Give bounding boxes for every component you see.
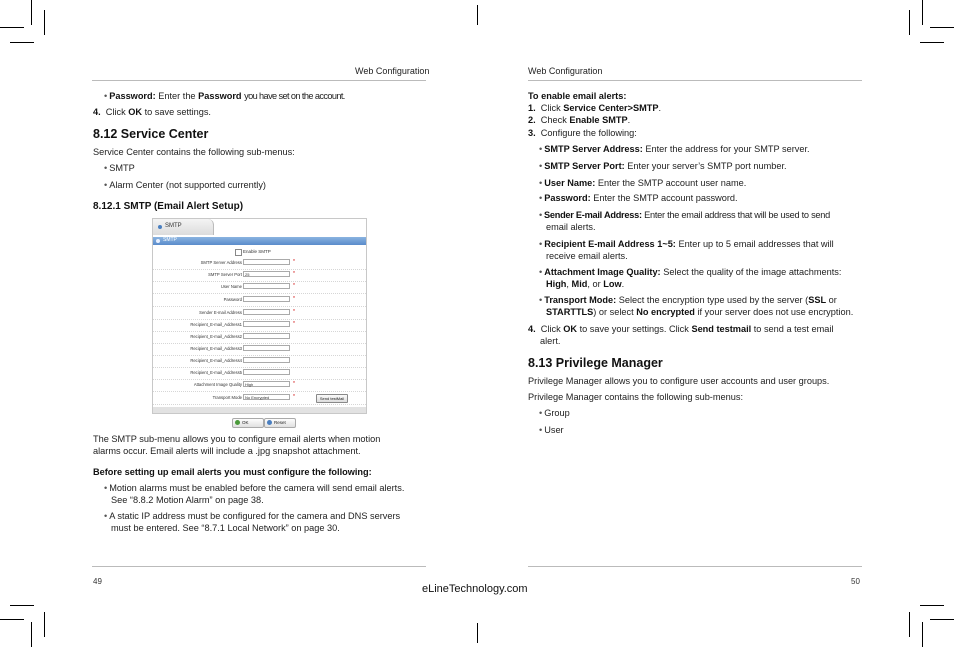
to-enable-title: To enable email alerts: xyxy=(528,91,627,101)
config-item-transport-mode-cont: STARTTLS) or select No encrypted if your server does not use encryption. xyxy=(546,307,854,317)
reset-button: Reset xyxy=(264,418,296,428)
config-item-recipients: • Recipient E-mail Address 1~5: Enter up to 5 email addresses that will xyxy=(539,239,834,249)
left-running-header: Web Configuration xyxy=(355,66,430,76)
figure-bottom-bar xyxy=(153,407,366,413)
left-header-rule xyxy=(92,80,426,81)
config-item-server-port: • SMTP Server Port: Enter your server’s SMTP port number. xyxy=(539,161,787,171)
field-row: Recipient_E-mail_Address2 xyxy=(153,331,366,344)
field-row: Sender E-mail Address * xyxy=(153,307,366,320)
field-row: Attachment Image Quality High * xyxy=(153,379,366,392)
before-item-1: • Motion alarms must be enabled before the camera will send email alerts. xyxy=(104,483,405,493)
field-row: SMTP Server Address * xyxy=(153,257,366,270)
right-step-3: 3. Configure the following: xyxy=(528,128,637,138)
submenu-alarm-center: • Alarm Center (not supported currently) xyxy=(104,180,266,190)
ok-button: OK xyxy=(232,418,264,428)
before-item-2: • A static IP address must be configured for the camera and DNS servers xyxy=(104,511,401,521)
field-row: Password * xyxy=(153,294,366,307)
enable-smtp-label: Enable SMTP xyxy=(243,249,271,254)
section-title-privilege-manager: 8.13 Privilege Manager xyxy=(528,356,663,370)
right-step-4: 4. Click OK to save your settings. Click Send testmail to send a test email xyxy=(528,324,834,334)
subsection-title-smtp: 8.12.1 SMTP (Email Alert Setup) xyxy=(93,201,244,212)
right-step-2: 2. Check Enable SMTP. xyxy=(528,115,631,125)
config-item-transport-mode: • Transport Mode: Select the encryption type used by the server (SSL or xyxy=(539,295,837,305)
right-step-4-cont: alert. xyxy=(540,336,561,346)
password-bullet: • Password: Enter the Password you have set on the account. xyxy=(104,91,345,101)
config-item-password: • Password: Enter the SMTP account password. xyxy=(539,193,738,203)
config-item-attachment-quality: • Attachment Image Quality: Select the quality of the image attachments: xyxy=(539,267,842,277)
reset-icon xyxy=(267,420,272,425)
field-row: SMTP Server Port 25 * xyxy=(153,269,366,282)
smtp-desc-line-2: alarms occur. Email alerts will include a .jpg snapshot attachment. xyxy=(93,446,361,456)
config-item-sender-email: • Sender E-mail Address: Enter the email address that will be used to send xyxy=(539,210,830,220)
left-step-4: 4. Click OK to save settings. xyxy=(93,107,211,117)
submenu-smtp: • SMTP xyxy=(104,163,135,173)
before-item-1-cont: See “8.8.2 Motion Alarm” on page 38. xyxy=(111,495,264,505)
right-running-header: Web Configuration xyxy=(528,66,603,76)
before-setup-title: Before setting up email alerts you must configure the following: xyxy=(93,467,372,477)
field-row: Transport Mode No Encrypted * Send testMail xyxy=(153,392,366,405)
field-row: Recipient_E-mail_Address4 xyxy=(153,355,366,368)
section-title-service-center: 8.12 Service Center xyxy=(93,127,209,141)
field-row: Recipient_E-mail_Address1 * xyxy=(153,319,366,332)
config-item-server-address: • SMTP Server Address: Enter the address for your SMTP server. xyxy=(539,144,810,154)
enable-smtp-checkbox xyxy=(235,249,242,256)
smtp-desc-line-1: The SMTP sub-menu allows you to configure email alerts when motion xyxy=(93,434,381,444)
smtp-settings-screenshot xyxy=(152,218,367,414)
field-row: Recipient_E-mail_Address5 xyxy=(153,367,366,380)
config-item-attachment-quality-cont: High, Mid, or Low. xyxy=(546,279,625,289)
privilege-manager-intro: Privilege Manager allows you to configure user accounts and user groups. xyxy=(528,376,830,386)
service-center-intro: Service Center contains the following sub-menus: xyxy=(93,147,295,157)
tab-dot-icon xyxy=(158,225,162,229)
left-page-number: 49 xyxy=(93,577,102,586)
send-testmail-button: Send testMail xyxy=(316,394,348,403)
config-item-recipients-cont: receive email alerts. xyxy=(546,251,628,261)
check-icon xyxy=(235,420,240,425)
config-item-user-name: • User Name: Enter the SMTP account user name. xyxy=(539,178,747,188)
before-item-2-cont: must be entered. See “8.7.1 Local Network” on page 30. xyxy=(111,523,340,533)
field-row: Recipient_E-mail_Address3 xyxy=(153,343,366,356)
config-item-sender-email-cont: email alerts. xyxy=(546,222,596,232)
right-page-number: 50 xyxy=(851,577,860,586)
privilege-manager-submenus: Privilege Manager contains the following sub-menus: xyxy=(528,392,744,402)
submenu-group: • Group xyxy=(539,408,570,418)
right-header-rule xyxy=(528,80,862,81)
right-step-1: 1. Click Service Center>SMTP. xyxy=(528,103,662,113)
smtp-tab: SMTP xyxy=(153,219,214,235)
footer-website: eLineTechnology.com xyxy=(422,583,528,595)
submenu-user: • User xyxy=(539,425,564,435)
field-row: User Name * xyxy=(153,281,366,294)
bar-dot-icon xyxy=(156,239,160,243)
right-footer-rule xyxy=(528,566,862,567)
smtp-title-bar: SMTP xyxy=(153,237,366,245)
left-footer-rule xyxy=(92,566,426,567)
